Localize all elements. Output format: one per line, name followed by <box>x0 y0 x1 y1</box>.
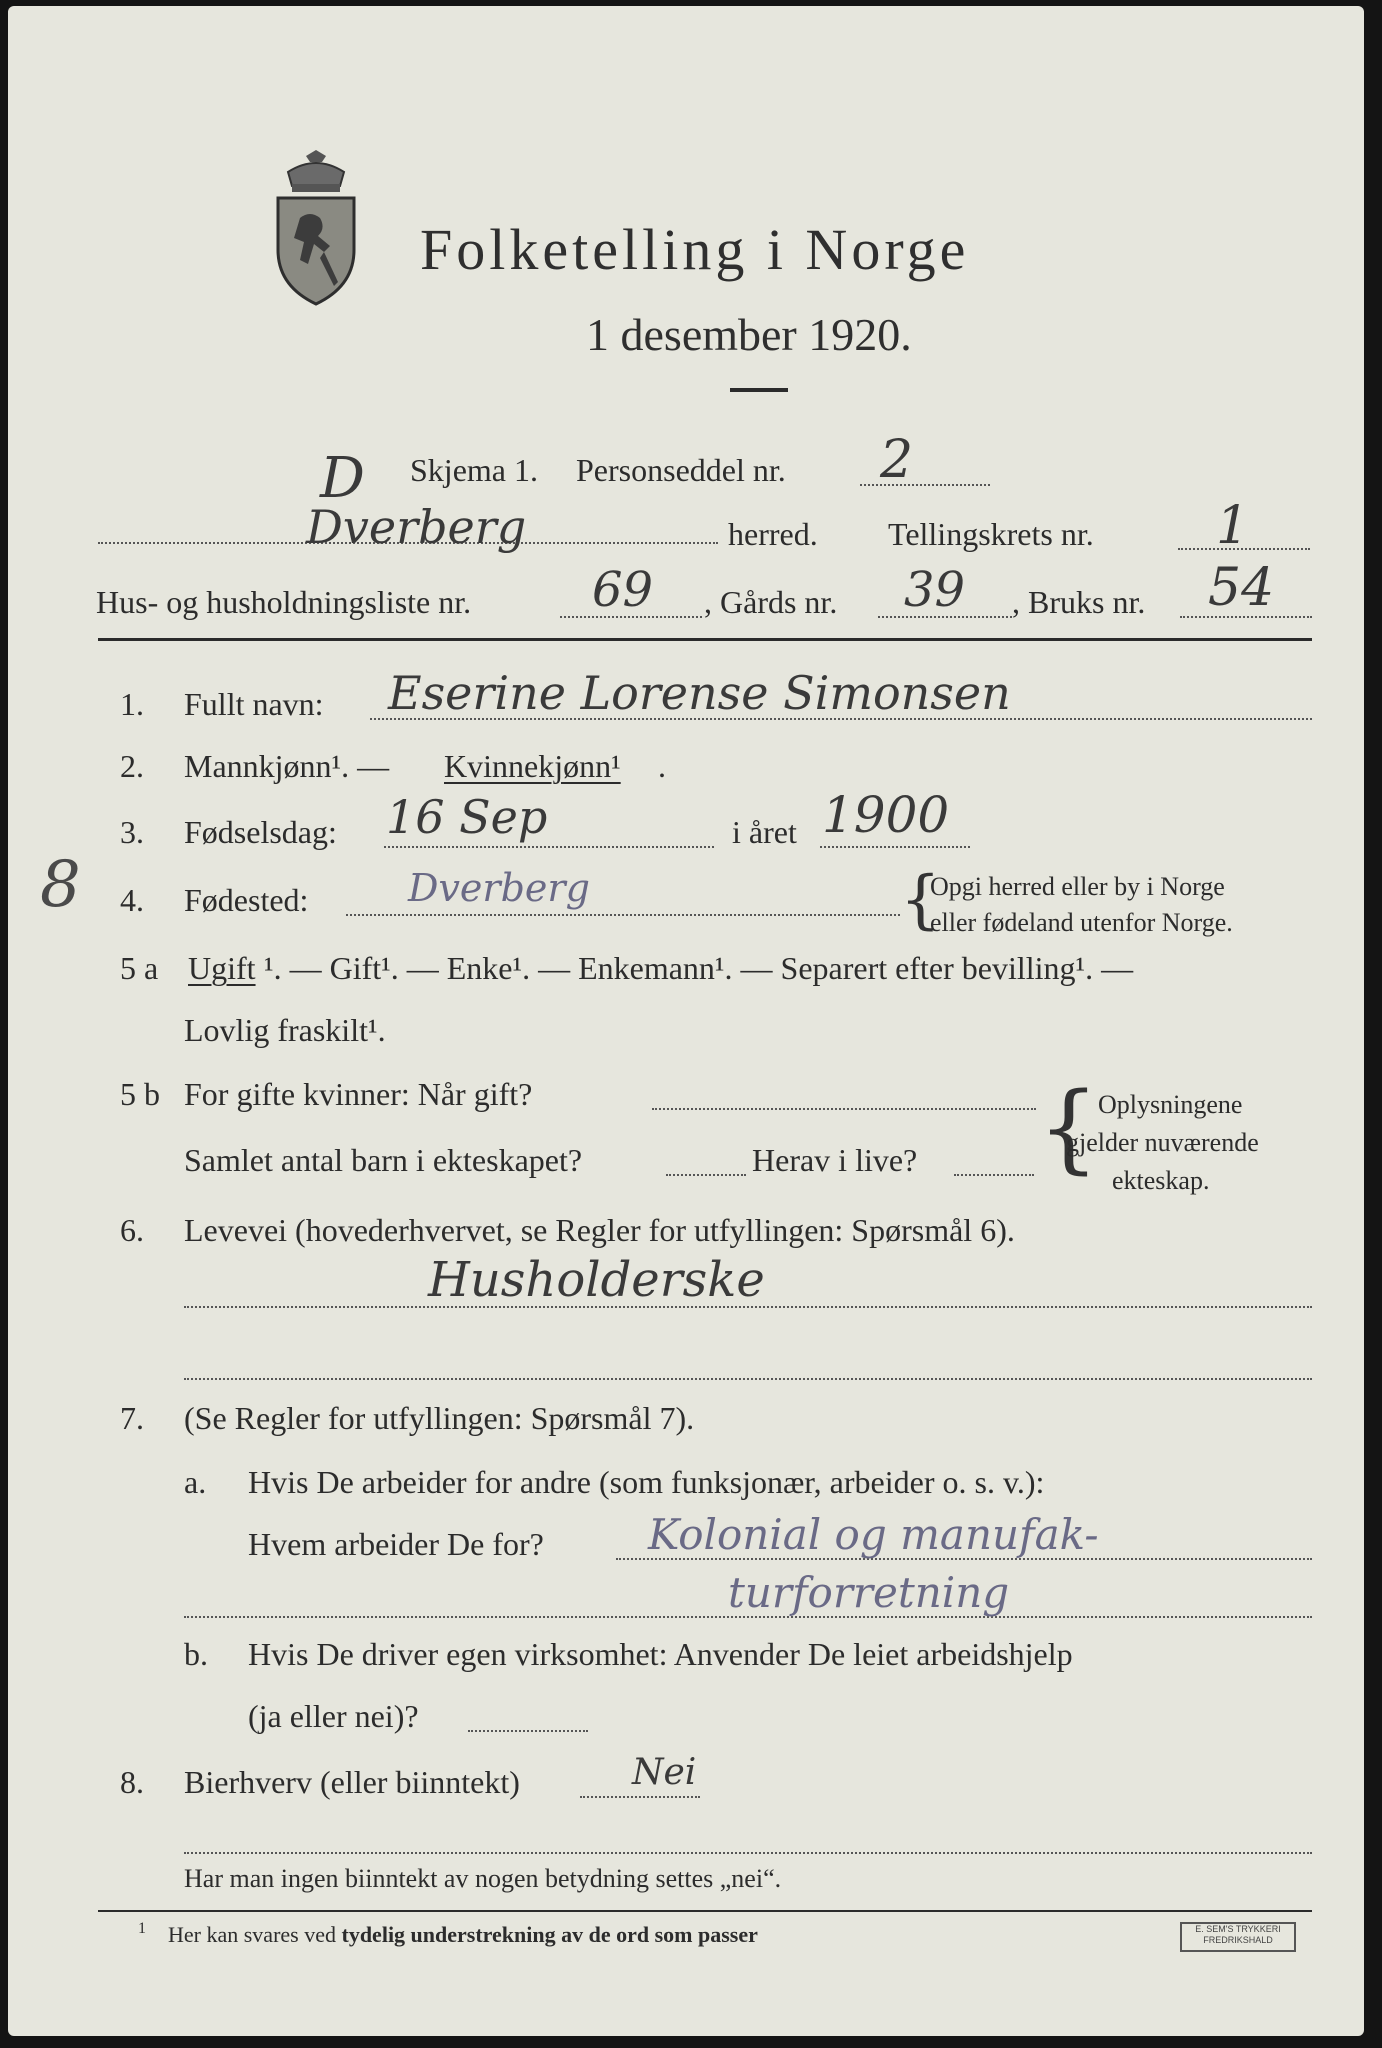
q7b-line1: Hvis De driver egen virksomhet: Anvender De leiet arbeidshjelp <box>248 1636 1073 1672</box>
footnote-bold: tydelig understrekning av de ord som passer <box>341 1922 758 1947</box>
herred-label: herred. <box>728 516 818 552</box>
q7-number: 7. <box>120 1400 144 1436</box>
year-label: i året <box>732 814 797 850</box>
q5b-note3: ekteskap. <box>1112 1166 1210 1195</box>
q7b-letter: b. <box>184 1636 208 1672</box>
q8-label: Bierhverv (eller biinntekt) <box>184 1764 520 1800</box>
occupation-value: Husholderske <box>428 1252 765 1308</box>
census-form-page <box>8 6 1364 2036</box>
q5b-note1: Oplysningene <box>1098 1090 1243 1119</box>
q5b-note2: gjelder nuværende <box>1066 1128 1259 1157</box>
q6-line2 <box>184 1378 1312 1380</box>
q5b-children-label: Samlet antal barn i ekteskapet? <box>184 1142 583 1178</box>
margin-note: 8 <box>40 848 81 922</box>
q5b-alive-line <box>954 1174 1034 1176</box>
q7a-line1: Hvis De arbeider for andre (som funksjonær, arbeider o. s. v.): <box>248 1464 1045 1500</box>
personseddel-label: Personseddel nr. <box>576 452 786 488</box>
q5b-alive-label: Herav i live? <box>752 1142 918 1178</box>
herred-value: Dverberg <box>306 500 527 554</box>
q4-line <box>346 914 900 916</box>
title-divider <box>730 388 788 392</box>
q3-label: Fødselsdag: <box>184 814 337 850</box>
q8-line <box>580 1796 700 1798</box>
q6-number: 6. <box>120 1212 144 1248</box>
q8-line2 <box>184 1852 1312 1854</box>
printer-stamp <box>1180 1922 1296 1952</box>
header-divider <box>98 638 1312 641</box>
gender-female-option: Kvinnekjønn¹ <box>444 748 621 784</box>
q5b-married-line <box>652 1108 1036 1110</box>
q5b-children-line <box>666 1174 746 1176</box>
tellingskrets-nr: 1 <box>1216 496 1250 556</box>
birth-year-value: 1900 <box>822 786 950 844</box>
full-name-value: Eserine Lorense Simonsen <box>388 666 1011 720</box>
footer-divider <box>98 1910 1312 1912</box>
q6-label: Levevei (hovederhvervet, se Regler for utfyllingen: Spørsmål 6). <box>184 1212 1015 1248</box>
q7b-line <box>468 1730 588 1732</box>
q4-number: 4. <box>120 882 144 918</box>
census-date: 1 desember 1920. <box>586 309 912 360</box>
q7a-line2: Hvem arbeider De for? <box>248 1526 544 1562</box>
q7-label: (Se Regler for utfyllingen: Spørsmål 7). <box>184 1400 695 1436</box>
bruks-nr: 54 <box>1208 558 1275 618</box>
q5b-line1: For gifte kvinner: Når gift? <box>184 1076 533 1112</box>
q2-number: 2. <box>120 748 144 784</box>
bruks-label: , Bruks nr. <box>1012 584 1146 620</box>
q5b-number: 5 b <box>120 1076 160 1112</box>
q3-line <box>384 846 714 848</box>
birthday-value: 16 Sep <box>386 790 548 844</box>
q7b-line2: (ja eller nei)? <box>248 1698 419 1734</box>
q7a-letter: a. <box>184 1464 207 1500</box>
gender-male-option: Mannkjønn¹. — <box>184 748 390 784</box>
q4-brace: { <box>900 863 941 937</box>
form-title: Folketelling i Norge <box>420 217 970 282</box>
schema-label: Skjema 1. <box>410 452 538 488</box>
marital-ugift-option: Ugift <box>188 950 256 986</box>
employer-value-line1: Kolonial og manufak- <box>648 1510 1099 1559</box>
coat-of-arms-icon <box>266 148 366 308</box>
q4-label: Fødested: <box>184 882 309 918</box>
q4-note-line2: eller fødeland utenfor Norge. <box>930 908 1233 937</box>
q5b-brace: { <box>1038 1072 1100 1184</box>
side-income-value: Nei <box>632 1752 697 1793</box>
birthplace-value: Dverberg <box>408 866 590 910</box>
q5a-number: 5 a <box>120 950 159 986</box>
q8-note: Har man ingen biinntekt av nogen betydning settes „nei“. <box>184 1864 782 1893</box>
hus-label: Hus- og husholdningsliste nr. <box>96 584 472 620</box>
employer-value-line2: turforretning <box>728 1568 1010 1617</box>
gards-nr: 39 <box>904 562 966 618</box>
q4-note-line1: Opgi herred eller by i Norge <box>930 872 1225 901</box>
q8-number: 8. <box>120 1764 144 1800</box>
personseddel-nr: 2 <box>880 430 914 490</box>
marital-other-options: ¹. — Gift¹. — Enke¹. — Enkemann¹. — Separert efter bevilling¹. — <box>264 950 1134 986</box>
footnote-text <box>168 1922 758 1948</box>
q3-number: 3. <box>120 814 144 850</box>
printer-stamp-line1: E. SEM'S TRYKKERI <box>1195 1924 1281 1934</box>
marital-divorced-option: Lovlig fraskilt¹. <box>184 1012 386 1048</box>
footnote-mark: 1 <box>138 1920 146 1937</box>
q1-label: Fullt navn: <box>184 686 324 722</box>
tellingskrets-label: Tellingskrets nr. <box>888 516 1094 552</box>
hus-nr: 69 <box>592 562 654 618</box>
footnote-plain: Her kan svares ved <box>168 1922 342 1947</box>
q1-number: 1. <box>120 686 144 722</box>
year-line <box>820 846 970 848</box>
handwritten-initial: D <box>320 446 365 511</box>
printer-stamp-line2: FREDRIKSHALD <box>1203 1935 1273 1945</box>
gards-label: , Gårds nr. <box>704 584 838 620</box>
q2-end: . <box>658 748 666 784</box>
